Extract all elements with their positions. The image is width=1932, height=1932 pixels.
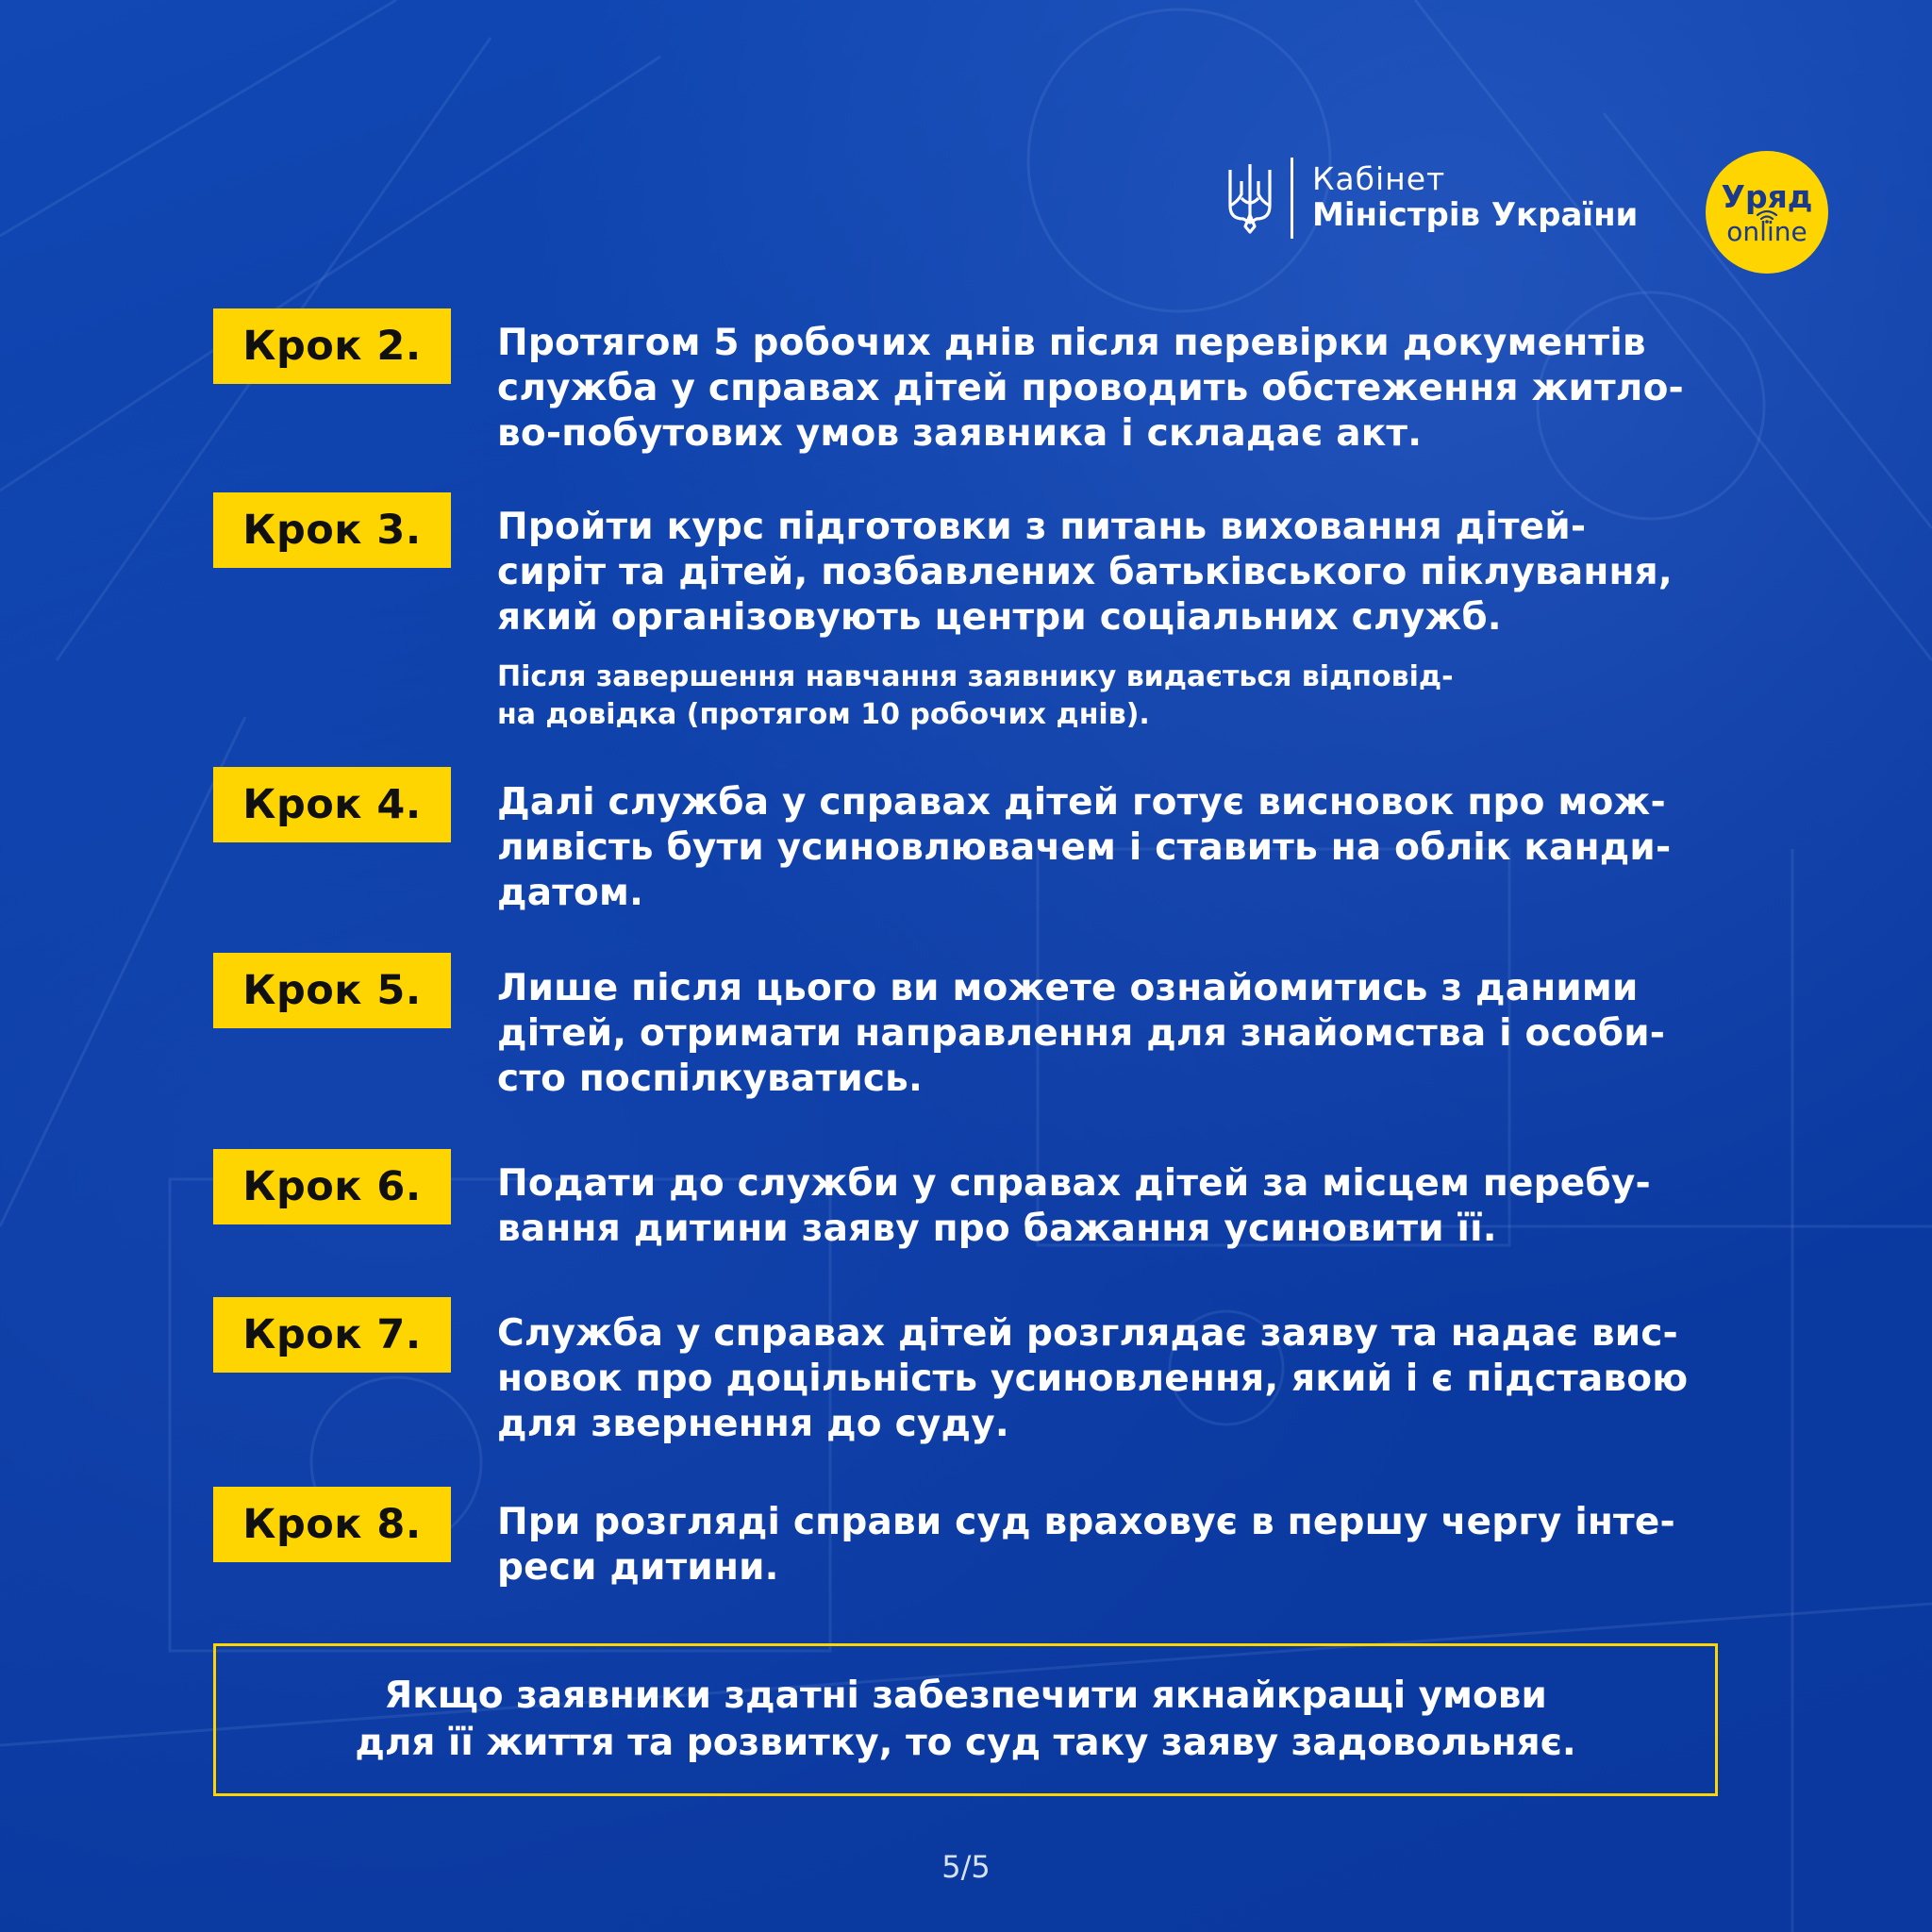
- step-3-note: Після завершення навчання заявнику видається відповід- на довідка (протягом 10 робочих днів).: [497, 660, 1454, 731]
- logo-line-2: Міністрів України: [1312, 196, 1639, 235]
- logo-divider: [1291, 158, 1293, 239]
- step-4-label: Крок 4.: [213, 767, 451, 842]
- step-3-label: Крок 3.: [213, 492, 451, 568]
- step-3-text: Пройти курс підготовки з питань виховання дітей- сиріт та дітей, позбавлених батьківського піклування, який організовують центри соціальних служб.: [497, 506, 1673, 639]
- uryad-online-badge: [1706, 151, 1828, 274]
- step-7-label: Крок 7.: [213, 1297, 451, 1373]
- step-7-text: Служба у справах дітей розглядає заяву та надає вис- новок про доцільність усиновлення, який і є підставою для звернення до суду.: [497, 1312, 1689, 1445]
- logo-text: [1312, 161, 1638, 234]
- step-8-text: При розгляді справи суд враховує в першу чергу інте- реси дитини.: [497, 1501, 1675, 1589]
- step-2-label: Крок 2.: [213, 308, 451, 384]
- step-5-text: Лише після цього ви можете ознайомитись з даними дітей, отримати направлення для знайомства і особи- сто поспілкуватись.: [497, 967, 1666, 1100]
- step-2-text: Протягом 5 робочих днів після перевірки документів служба у справах дітей проводить обстеження житло- во-побутових умов заявника і складає акт.: [497, 322, 1684, 455]
- step-8-label: Крок 8.: [213, 1487, 451, 1562]
- page-number: 5/5: [941, 1849, 991, 1885]
- step-6-label: Крок 6.: [213, 1149, 451, 1224]
- conclusion-text: Якщо заявники здатні забезпечити якнайкращі умови для її життя та розвитку, то суд таку заяву задовольняє.: [355, 1674, 1576, 1764]
- step-5-label: Крок 5.: [213, 953, 451, 1028]
- conclusion-box: [213, 1643, 1718, 1796]
- badge-top-text: Уряд: [1721, 178, 1813, 216]
- cabinet-of-ministers-logo: [1226, 151, 1638, 245]
- step-6-text: Подати до служби у справах дітей за місцем перебу- вання дитини заяву про бажання усиновити її.: [497, 1162, 1651, 1250]
- logo-line-1: Кабінет: [1312, 160, 1446, 198]
- badge-bottom-text: online: [1726, 216, 1807, 248]
- step-4-text: Далі служба у справах дітей готує висновок про мож- ливість бути усиновлювачем і ставить на облік канди- датом.: [497, 781, 1672, 914]
- trident-icon: [1226, 160, 1274, 236]
